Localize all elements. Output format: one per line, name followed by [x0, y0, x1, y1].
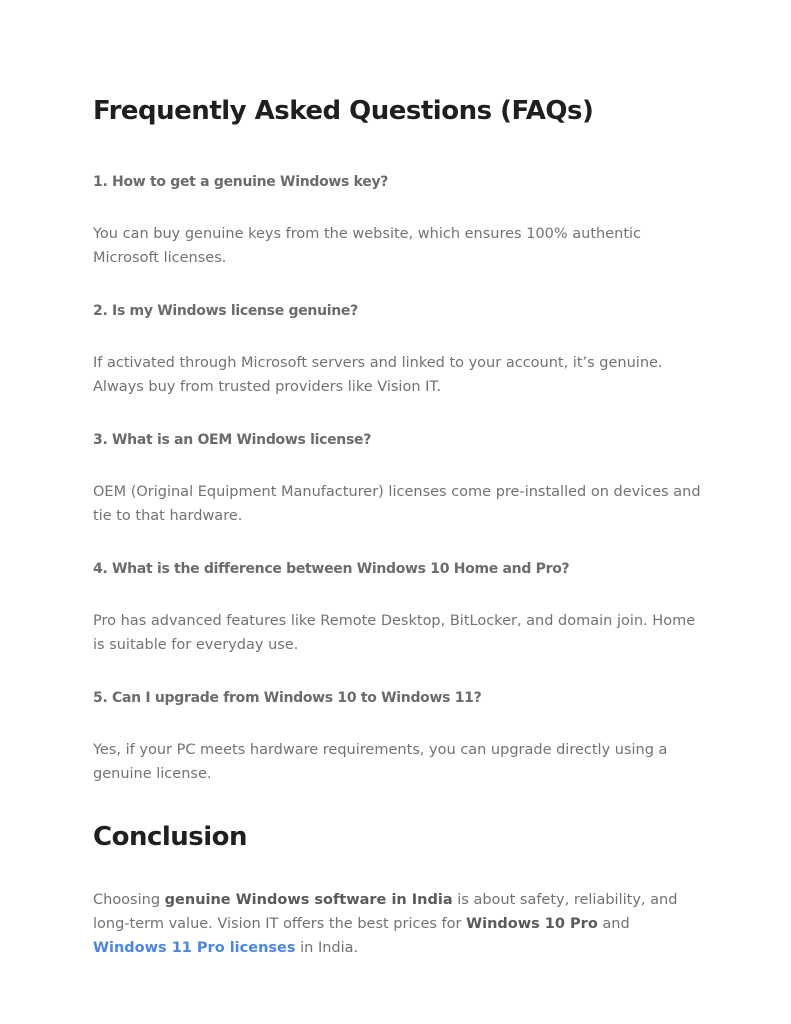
faq-question-2: 2. Is my Windows license genuine? — [93, 303, 358, 319]
windows-11-pro-licenses-link[interactable]: Windows 11 Pro licenses — [93, 940, 296, 956]
faq-question-4: 4. What is the difference between Windows 10 Home and Pro? — [93, 561, 570, 577]
faq-answer-4: Pro has advanced features like Remote Desktop, BitLocker, and domain join. Home is suitable for everyday use. — [93, 613, 696, 653]
conclusion-bold-genuine-software: genuine Windows software in India — [164, 892, 453, 908]
faq-answer-2: If activated through Microsoft servers and linked to your account, it’s genuine. Always buy from trusted providers like Vision IT. — [93, 355, 663, 395]
conclusion-text-4: in India. — [295, 940, 359, 956]
conclusion-text-2: is about safety, reliability, and long-term value. Vision IT offers the best prices for — [93, 892, 678, 932]
conclusion-heading: Conclusion — [93, 822, 248, 852]
conclusion-bold-windows-10-pro: Windows 10 Pro — [466, 916, 598, 932]
faq-answer-3: OEM (Original Equipment Manufacturer) licenses come pre-installed on devices and tie to that hardware. — [93, 484, 701, 524]
faq-answer-1: You can buy genuine keys from the website, which ensures 100% authentic Microsoft licenses. — [93, 226, 642, 266]
conclusion-paragraph — [93, 888, 705, 960]
document-page — [93, 93, 705, 960]
faq-question-5: 5. Can I upgrade from Windows 10 to Windows 11? — [93, 690, 482, 706]
faq-question-3: 3. What is an OEM Windows license? — [93, 432, 372, 448]
conclusion-text-1: Choosing — [93, 892, 165, 908]
conclusion-text-3: and — [597, 916, 630, 932]
faq-heading: Frequently Asked Questions (FAQs) — [93, 96, 594, 126]
faq-answer-5: Yes, if your PC meets hardware requirements, you can upgrade directly using a genuine license. — [93, 742, 668, 782]
faq-question-1: 1. How to get a genuine Windows key? — [93, 174, 389, 190]
